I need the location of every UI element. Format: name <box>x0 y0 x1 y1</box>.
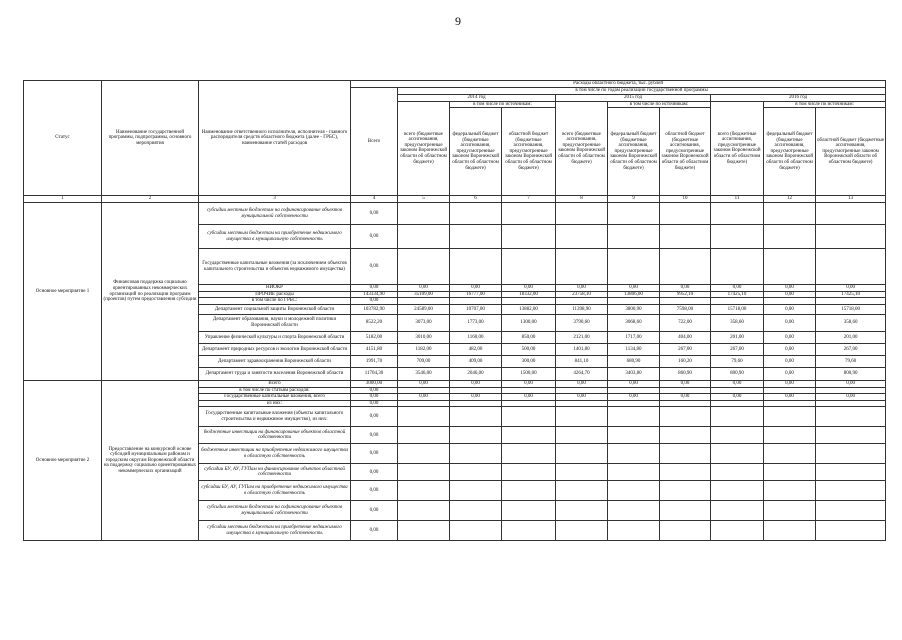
cell-value <box>502 501 556 521</box>
cell-value: 4264,70 <box>556 367 608 380</box>
header-year-2016: 2016 год <box>711 95 886 102</box>
row-label: НИОКР <box>199 285 351 292</box>
row-label: субсидии БУ, АУ, ГУПам на финансирование объектов областной собственности <box>199 464 351 481</box>
cell-value <box>711 501 764 521</box>
cell-value: 1773,00 <box>450 314 502 331</box>
header-2015-sources: в том числе по источникам: <box>608 101 711 108</box>
row-label: Департамент социальной защиты Воронежской области <box>199 304 351 314</box>
cell-value: 0,00 <box>764 285 816 292</box>
header-2014-regional: областной бюджет (бюджетные ассигнования, предусмотренные законом Воронежской области об областном бюджете) <box>502 108 556 196</box>
cell-value <box>556 444 608 464</box>
cell-value <box>450 407 502 427</box>
cell-value <box>711 444 764 464</box>
header-executor: Наименование ответственного исполнителя, исполнителя - главного распорядителя средств областного бюджета (далее - ГРБС), наименование статей расходов <box>199 81 351 196</box>
cell-value: 103782,90 <box>351 304 398 314</box>
cell-value: 24589,00 <box>398 304 450 314</box>
header-2014-sources: в том числе по источникам: <box>450 101 556 108</box>
col-number: 9 <box>608 196 660 203</box>
row-label: Государственные капитальные вложения, всего <box>199 394 351 401</box>
cell-value: 0,00 <box>351 298 398 305</box>
cell-value: 0,00 <box>398 394 450 401</box>
cell-value <box>398 225 450 249</box>
header-2016-federal: федеральный бюджет (бюджетные ассигнования, предусмотренные законом Воронежской области об областном бюджете) <box>764 108 816 196</box>
header-2016-sources: в том числе по источникам: <box>764 101 886 108</box>
cell-value <box>660 400 711 407</box>
cell-value <box>450 501 502 521</box>
row-label: в том числе по статьям расходов: <box>199 387 351 394</box>
cell-value <box>660 444 711 464</box>
cell-value: 1717,00 <box>608 331 660 343</box>
cell-value: 3546,00 <box>398 367 450 380</box>
cell-value <box>502 464 556 481</box>
cell-value: 11704,30 <box>351 367 398 380</box>
cell-value <box>398 427 450 444</box>
header-2016-all: всего (бюджетные ассигнования, предусмотренные законом Воронежской области об областном бюджете) <box>711 101 764 196</box>
cell-value: 0,00 <box>764 367 816 380</box>
cell-value: 482,00 <box>450 343 502 355</box>
cell-value <box>660 203 711 225</box>
cell-value: 0,00 <box>660 285 711 292</box>
row-label: в том числе по ГРБС: <box>199 298 351 305</box>
cell-value <box>502 444 556 464</box>
cell-value <box>764 249 816 285</box>
budget-table <box>23 80 886 541</box>
cell-value <box>660 427 711 444</box>
measure-name: Предоставление на конкурсной основе субсидий муниципальным районам и городским округам Воронежской области на поддержку социально ориентированных некоммерческих организаций <box>102 380 199 540</box>
header-year-2014: 2014 год <box>398 95 556 102</box>
row-label: из них: <box>199 400 351 407</box>
cell-value: 300,00 <box>502 355 556 367</box>
cell-value <box>450 521 502 541</box>
table-row <box>24 203 886 225</box>
cell-value: 1300,00 <box>502 314 556 331</box>
cell-value: 850,00 <box>502 331 556 343</box>
cell-value <box>502 427 556 444</box>
cell-value <box>764 481 816 501</box>
cell-value <box>502 481 556 501</box>
cell-value <box>816 225 886 249</box>
cell-value <box>398 464 450 481</box>
cell-value: 0,00 <box>764 314 816 331</box>
cell-value: 13882,00 <box>502 304 556 314</box>
cell-value: 3790,60 <box>556 314 608 331</box>
cell-value <box>502 407 556 427</box>
cell-value: 0,00 <box>502 380 556 387</box>
cell-value: 0,00 <box>816 380 886 387</box>
header-2015-all: всего (бюджетные ассигнования, предусмотренные законом Воронежской области об областном бюджете) <box>556 101 608 196</box>
cell-value: 1401,80 <box>556 343 608 355</box>
col-number: 10 <box>660 196 711 203</box>
cell-value: 4151,80 <box>351 343 398 355</box>
cell-value <box>764 521 816 541</box>
cell-value: 267,00 <box>711 343 764 355</box>
cell-value <box>398 501 450 521</box>
cell-value <box>450 464 502 481</box>
cell-value <box>556 225 608 249</box>
header-status: Статус <box>24 81 102 196</box>
cell-value: 18332,00 <box>502 291 556 298</box>
row-label: субсидии БУ, АУ, ГУПам на приобретение недвижимого имущества в областную собственность <box>199 481 351 501</box>
col-number: 4 <box>351 196 398 203</box>
measure-name: Финансовая поддержка социально ориентированных некоммерческих организаций по реализации программ (проектов) путем предоставления субсидии <box>102 203 199 381</box>
cell-value <box>502 225 556 249</box>
cell-value <box>608 427 660 444</box>
cell-value: 0,00 <box>450 394 502 401</box>
header-2015-regional: областной бюджет (бюджетные ассигнования, предусмотренные законом Воронежской области об областном бюджете) <box>660 108 711 196</box>
cell-value: 8522,20 <box>351 314 398 331</box>
row-label: Департамент природных ресурсов и экологии Воронежской области <box>199 343 351 355</box>
cell-value <box>608 400 660 407</box>
cell-value <box>711 464 764 481</box>
cell-value <box>502 387 556 394</box>
measure-1-rows <box>24 203 886 381</box>
cell-value <box>816 203 886 225</box>
cell-value <box>764 501 816 521</box>
cell-value: 160,20 <box>660 355 711 367</box>
cell-value <box>556 481 608 501</box>
cell-value: 0,00 <box>351 249 398 285</box>
cell-value: 23758,10 <box>556 291 608 298</box>
cell-value: 0,00 <box>351 427 398 444</box>
cell-value: 722,00 <box>660 314 711 331</box>
cell-value: 358,60 <box>816 314 886 331</box>
cell-value: 860,90 <box>660 367 711 380</box>
cell-value: 9952,10 <box>660 291 711 298</box>
cell-value <box>450 249 502 285</box>
cell-value <box>450 203 502 225</box>
cell-value: 0,00 <box>660 394 711 401</box>
cell-value <box>764 427 816 444</box>
cell-value <box>608 501 660 521</box>
cell-value: 5182,00 <box>351 331 398 343</box>
cell-value <box>608 521 660 541</box>
cell-value: 0,00 <box>711 380 764 387</box>
cell-value <box>816 444 886 464</box>
col-number: 1 <box>24 196 102 203</box>
col-number: 11 <box>711 196 764 203</box>
cell-value: 0,00 <box>502 285 556 292</box>
col-number: 6 <box>450 196 502 203</box>
column-number-row <box>24 196 886 203</box>
cell-value <box>711 481 764 501</box>
header-by-years: в том числе по годам реализации государственной программы <box>398 88 886 95</box>
cell-value <box>608 225 660 249</box>
cell-value: 2046,00 <box>450 367 502 380</box>
cell-value: 35109,00 <box>398 291 450 298</box>
cell-value: 500,00 <box>502 343 556 355</box>
cell-value: 15718,00 <box>816 304 886 314</box>
cell-value <box>711 249 764 285</box>
cell-value <box>816 400 886 407</box>
cell-value: 0,00 <box>351 464 398 481</box>
cell-value: 800,90 <box>816 367 886 380</box>
cell-value <box>764 298 816 305</box>
cell-value <box>556 501 608 521</box>
cell-value: 404,00 <box>660 331 711 343</box>
cell-value <box>711 427 764 444</box>
cell-value: 79,60 <box>711 355 764 367</box>
cell-value: 0,00 <box>351 400 398 407</box>
cell-value: 0,00 <box>556 380 608 387</box>
cell-value <box>502 298 556 305</box>
col-number: 7 <box>502 196 556 203</box>
header-2015-federal: федеральный бюджет (бюджетные ассигнования, предусмотренные законом Воронежской области об областном бюджете) <box>608 108 660 196</box>
row-label: Управление физической культуры и спорта Воронежской области <box>199 331 351 343</box>
cell-value: 0,00 <box>351 501 398 521</box>
cell-value: 79,60 <box>816 355 886 367</box>
cell-value: 3800,90 <box>608 304 660 314</box>
row-label: субсидии местным бюджетам на софинансирование объектов муниципальной собственности <box>199 501 351 521</box>
cell-value <box>660 464 711 481</box>
cell-value <box>764 464 816 481</box>
cell-value <box>764 203 816 225</box>
cell-value <box>450 427 502 444</box>
col-number: 3 <box>199 196 351 203</box>
cell-value <box>502 400 556 407</box>
cell-value: 3073,00 <box>398 314 450 331</box>
cell-value <box>450 298 502 305</box>
cell-value <box>450 400 502 407</box>
cell-value: 1991,70 <box>351 355 398 367</box>
cell-value: 0,00 <box>764 380 816 387</box>
cell-value: 800,90 <box>711 367 764 380</box>
cell-value <box>450 387 502 394</box>
cell-value <box>398 203 450 225</box>
cell-value: 0,00 <box>764 394 816 401</box>
cell-value <box>556 464 608 481</box>
cell-value: 1160,00 <box>450 331 502 343</box>
cell-value: 3068,60 <box>608 314 660 331</box>
col-number: 5 <box>398 196 450 203</box>
cell-value <box>816 521 886 541</box>
cell-value <box>556 400 608 407</box>
cell-value: 0,00 <box>711 394 764 401</box>
row-label: субсидии местным бюджетам на приобретение недвижимого имущества в муниципальную собственность <box>199 521 351 541</box>
cell-value <box>556 203 608 225</box>
cell-value <box>711 407 764 427</box>
cell-value: 0,00 <box>351 387 398 394</box>
cell-value <box>556 427 608 444</box>
measure-status: Основное мероприятие 2 <box>24 380 102 540</box>
cell-value <box>608 481 660 501</box>
cell-value: 1500,00 <box>502 367 556 380</box>
cell-value: 0,00 <box>351 407 398 427</box>
cell-value: 201,00 <box>711 331 764 343</box>
cell-value: 0,00 <box>711 285 764 292</box>
cell-value: 0,00 <box>351 444 398 464</box>
row-label: субсидии местным бюджетам на софинансирование объектов муниципальной собственности <box>199 203 351 225</box>
cell-value <box>398 400 450 407</box>
measure-status: Основное мероприятие 1 <box>24 203 102 381</box>
cell-value <box>398 444 450 464</box>
cell-value: 0,00 <box>502 394 556 401</box>
row-label: бюджетные инвестиции на финансирование объектов областной собственности <box>199 427 351 444</box>
cell-value: 0,00 <box>351 203 398 225</box>
cell-value <box>608 444 660 464</box>
row-label: бюджетные инвестиции на приобретение недвижимого имущества в областную собственность <box>199 444 351 464</box>
cell-value: 0,00 <box>608 285 660 292</box>
cell-value <box>711 400 764 407</box>
cell-value: 15718,00 <box>711 304 764 314</box>
cell-value <box>502 249 556 285</box>
row-label: субсидии местным бюджетам на приобретение недвижимого имущества в муниципальную собственность <box>199 225 351 249</box>
cell-value <box>660 225 711 249</box>
cell-value: 0,00 <box>660 380 711 387</box>
cell-value <box>450 225 502 249</box>
cell-value: 17425,10 <box>711 291 764 298</box>
table-row <box>24 380 886 387</box>
row-label: Государственные капитальные вложения (объекты капитального строительства и недвижимое имущество), из них: <box>199 407 351 427</box>
cell-value: 358,60 <box>711 314 764 331</box>
row-label: Департамент труда и занятости населения Воронежской области <box>199 367 351 380</box>
cell-value <box>660 481 711 501</box>
cell-value: 17425,10 <box>816 291 886 298</box>
cell-value: 143334,90 <box>351 291 398 298</box>
cell-value: 267,00 <box>660 343 711 355</box>
cell-value: 0,00 <box>351 521 398 541</box>
cell-value <box>711 225 764 249</box>
cell-value: 0,00 <box>351 285 398 292</box>
cell-value: 3010,00 <box>398 331 450 343</box>
header-total: Всего <box>351 88 398 196</box>
cell-value: 11398,90 <box>556 304 608 314</box>
cell-value <box>398 298 450 305</box>
page-number: 9 <box>455 14 461 28</box>
cell-value <box>660 298 711 305</box>
cell-value <box>502 203 556 225</box>
cell-value: 709,00 <box>398 355 450 367</box>
cell-value: 0,00 <box>450 285 502 292</box>
cell-value: 3000,00 <box>351 380 398 387</box>
cell-value: 0,00 <box>608 394 660 401</box>
cell-value <box>816 427 886 444</box>
cell-value <box>816 481 886 501</box>
cell-value <box>398 407 450 427</box>
cell-value <box>608 203 660 225</box>
cell-value <box>556 521 608 541</box>
cell-value: 1182,00 <box>398 343 450 355</box>
cell-value <box>660 249 711 285</box>
cell-value <box>711 298 764 305</box>
cell-value <box>398 521 450 541</box>
cell-value <box>502 521 556 541</box>
cell-value <box>816 407 886 427</box>
cell-value: 0,00 <box>351 394 398 401</box>
cell-value <box>764 407 816 427</box>
cell-value <box>660 387 711 394</box>
header-program-name: Наименование государственной программы, подпрограммы, основного мероприятия <box>102 81 199 196</box>
cell-value: 1134,80 <box>608 343 660 355</box>
cell-value <box>608 464 660 481</box>
cell-value <box>816 501 886 521</box>
cell-value <box>660 407 711 427</box>
cell-value <box>764 400 816 407</box>
cell-value: 0,00 <box>450 380 502 387</box>
cell-value: 0,00 <box>608 380 660 387</box>
header-2014-federal: федеральный бюджет (бюджетные ассигнования, предусмотренные законом Воронежской области об областном бюджете) <box>450 108 502 196</box>
cell-value <box>711 387 764 394</box>
cell-value <box>816 464 886 481</box>
cell-value: 841,10 <box>556 355 608 367</box>
cell-value <box>608 407 660 427</box>
cell-value <box>816 387 886 394</box>
cell-value: 0,00 <box>556 394 608 401</box>
cell-value <box>660 521 711 541</box>
header-2016-regional: областной бюджет (бюджетные ассигнования, предусмотренные законом Воронежской области об областном бюджете) <box>816 108 886 196</box>
cell-value <box>556 249 608 285</box>
cell-value: 16777,00 <box>450 291 502 298</box>
cell-value <box>556 387 608 394</box>
cell-value <box>711 203 764 225</box>
cell-value: 0,00 <box>398 380 450 387</box>
cell-value <box>450 481 502 501</box>
cell-value: 0,00 <box>764 355 816 367</box>
cell-value <box>398 481 450 501</box>
cell-value <box>450 444 502 464</box>
cell-value <box>660 501 711 521</box>
row-label: Департамент образования, науки и молодежной политики Воронежской области <box>199 314 351 331</box>
measure-2-rows <box>24 380 886 540</box>
cell-value: 0,00 <box>398 285 450 292</box>
cell-value <box>764 387 816 394</box>
cell-value: 0,00 <box>764 331 816 343</box>
cell-value: 13806,00 <box>608 291 660 298</box>
cell-value: 0,00 <box>351 225 398 249</box>
row-label: Государственные капитальные вложения (за исключением объектов капитального строительства и объектов недвижимого имущества) <box>199 249 351 285</box>
col-number: 8 <box>556 196 608 203</box>
cell-value: 0,00 <box>764 291 816 298</box>
header-2014-all: всего (бюджетные ассигнования, предусмотренные законом Воронежской области об областном бюджете) <box>398 101 450 196</box>
cell-value: 0,00 <box>351 481 398 501</box>
cell-value <box>398 249 450 285</box>
cell-value: 0,00 <box>816 394 886 401</box>
cell-value: 201,00 <box>816 331 886 343</box>
cell-value: 0,00 <box>816 285 886 292</box>
cell-value: 3403,80 <box>608 367 660 380</box>
cell-value <box>608 249 660 285</box>
row-label: ПРОЧИЕ расходы <box>199 291 351 298</box>
cell-value: 0,00 <box>764 343 816 355</box>
cell-value <box>608 387 660 394</box>
cell-value <box>711 521 764 541</box>
cell-value <box>816 249 886 285</box>
cell-value <box>556 407 608 427</box>
row-label: Департамент здравоохранения Воронежской области <box>199 355 351 367</box>
cell-value: 0,00 <box>764 304 816 314</box>
cell-value: 409,00 <box>450 355 502 367</box>
col-number: 12 <box>764 196 816 203</box>
cell-value <box>556 298 608 305</box>
cell-value: 7598,00 <box>660 304 711 314</box>
cell-value <box>764 225 816 249</box>
cell-value: 680,90 <box>608 355 660 367</box>
col-number: 13 <box>816 196 886 203</box>
cell-value: 2121,00 <box>556 331 608 343</box>
row-label: Всего <box>199 380 351 387</box>
header-expenses: Расходы областного бюджета, тыс. рублей <box>351 81 886 88</box>
cell-value: 10707,00 <box>450 304 502 314</box>
cell-value: 0,00 <box>556 285 608 292</box>
col-number: 2 <box>102 196 199 203</box>
cell-value: 267,00 <box>816 343 886 355</box>
cell-value <box>398 387 450 394</box>
cell-value <box>816 298 886 305</box>
cell-value <box>608 298 660 305</box>
header-year-2015: 2015 год <box>556 95 711 102</box>
cell-value <box>764 444 816 464</box>
